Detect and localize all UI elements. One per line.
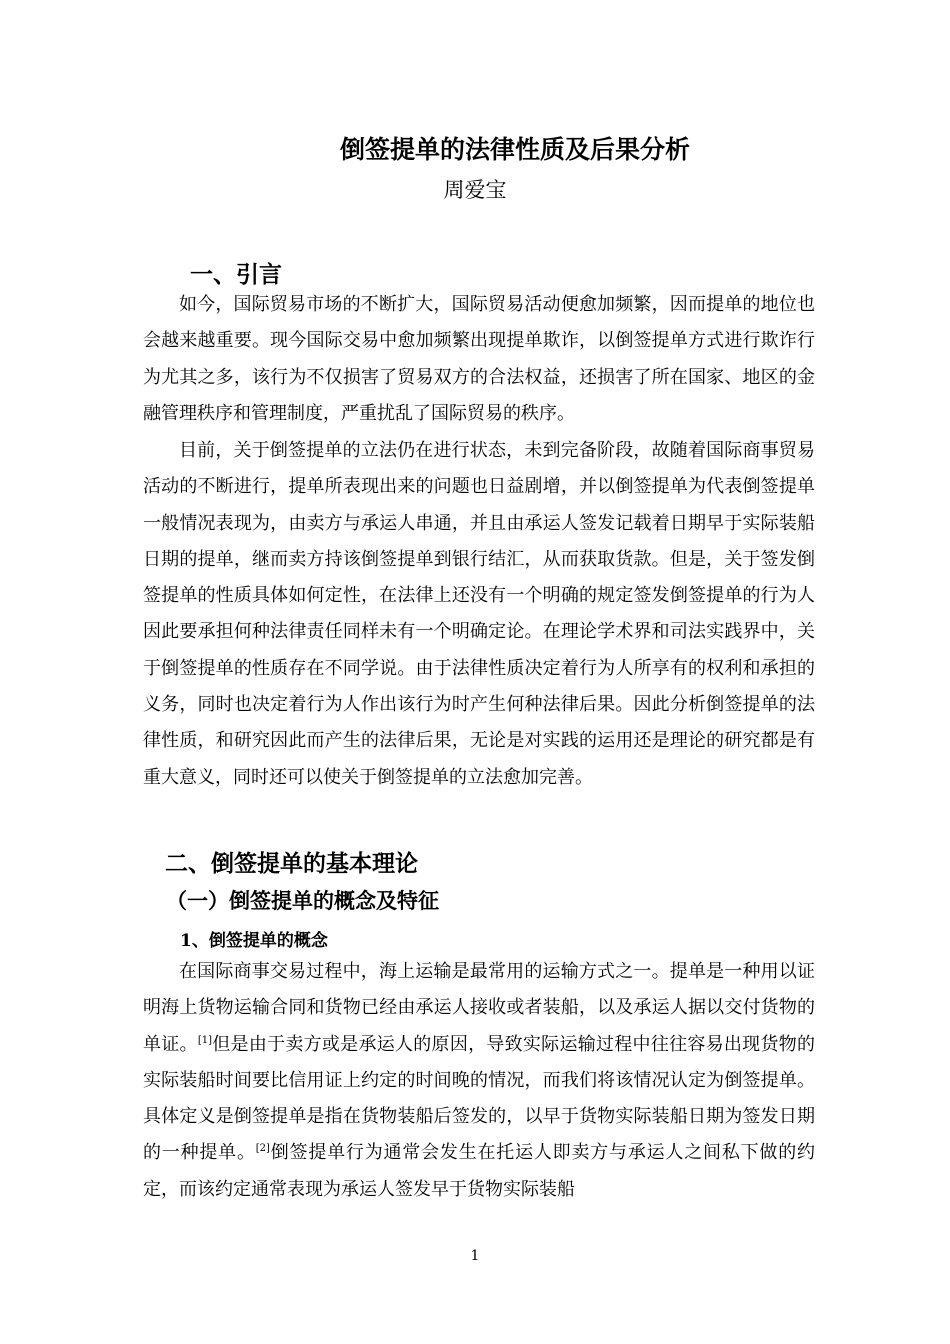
document-title: 倒签提单的法律性质及后果分析 [339,135,690,164]
section-heading-introduction: 一、引言 [190,261,282,288]
paragraph-concept-part-a: 在国际商事交易过程中，海上运输是最常用的运输方式之一。提单是一种用以证明海上货物运输合同和货物已经由承运人接收或者装船，以及承运人据以交付货物的单证。 [143,961,815,1055]
document-author: 周爱宝 [443,178,507,202]
section-heading-basic-theory: 二、倒签提单的基本理论 [165,850,418,877]
paragraph-concept [143,954,815,1208]
citation-ref-1[interactable]: [1] [197,1034,212,1046]
paragraph-concept-part-b: 但是由于卖方或是承运人的原因，导致实际运输过程中往往容易出现货物的实际装船时间要比信用证上约定的时间晚的情况，而我们将该情况认定为倒签提单。具体定义是倒签提单是指在货物装船后签发的，以早于货物实际装船日期为签发日期的一种提单。 [143,1033,816,1164]
subsubsection-heading-concept: 1、倒签提单的概念 [180,931,328,951]
paragraph-intro-2: 目前，关于倒签提单的立法仍在进行状态，未到完备阶段，故随着国际商事贸易活动的不断进行，提单所表现出来的问题也日益剧增，并以倒签提单为代表倒签提单一般情况表现为，由卖方与承运人串通，并且由承运人签发记载着日期早于实际装船日期的提单，继而卖方持该倒签提单到银行结汇，从而获取货款。但是，关于签发倒签提单的性质具体如何定性，在法律上还没有一个明确的规定签发倒签提单的行为人因此要承担何种法律责任同样未有一个明确定论。在理论学术界和司法实践界中，关于倒签提单的性质存在不同学说。由于法律性质决定着行为人所享有的权利和承担的义务，同时也决定着行为人作出该行为时产生何种法律后果。因此分析倒签提单的法律性质，和研究因此而产生的法律后果，无论是对实践的运用还是理论的研究都是有重大意义，同时还可以使关于倒签提单的立法愈加完善。 [143,440,815,788]
page-number: 1 [470,1248,480,1264]
subsection-heading-concept-features: （一）倒签提单的概念及特征 [166,888,439,913]
citation-ref-2[interactable]: [2] [255,1143,270,1155]
paragraph-intro-1: 如今，国际贸易市场的不断扩大，国际贸易活动便愈加频繁，因而提单的地位也会越来越重要。现今国际交易中愈加频繁出现提单欺诈，以倒签提单方式进行欺诈行为尤其之多，该行为不仅损害了贸易双方的合法权益，还损害了所在国家、地区的金融管理秩序和管理制度，严重扰乱了国际贸易的秩序。 [143,294,815,424]
paragraph-concept-part-c: 倒签提单行为通常会发生在托运人即卖方与承运人之间私下做的约定，而该约定通常表现为承运人签发早于货物实际装船 [143,1142,816,1200]
